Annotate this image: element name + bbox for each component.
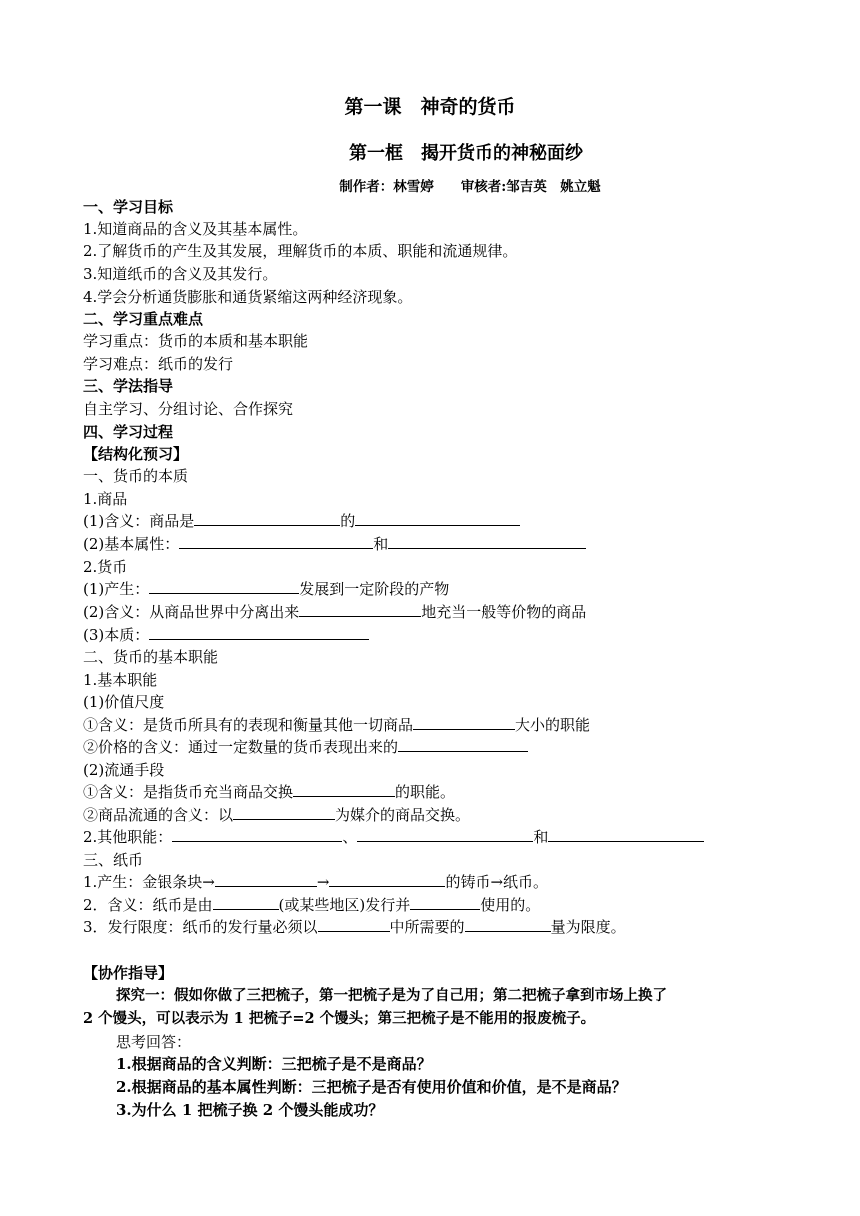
text-part: ①含义：是指货币充当商品交换 [83,783,294,801]
text-part: (1)产生： [83,580,150,598]
fill-blank [413,714,515,730]
text-part: → [316,873,330,891]
text-part: 2.其他职能： [83,828,173,846]
fill-blank [213,894,279,910]
text-part: 的铸币→纸币。 [445,873,549,891]
text-part: (1)含义：商品是 [83,512,195,530]
method-heading: 三、学法指导 [83,377,174,395]
section-title: 三、纸币 [83,851,144,869]
think-label: 思考回答： [116,1033,192,1051]
commodity-label: 1.商品 [83,490,128,508]
method-text: 自主学习、分组讨论、合作探究 [83,400,294,418]
fill-blank [355,510,520,526]
fill-blank [398,736,528,752]
text-part: (2)基本属性： [83,535,180,553]
blank-line [83,871,548,894]
text-part: 的职能。 [395,783,456,801]
text-part: 2．含义：纸币是由 [83,896,213,914]
text-part: 地充当一般等价物的商品 [421,603,587,621]
text-part: (或某些地区)发行并 [278,896,411,914]
fill-blank [329,871,445,887]
question-item: 1.根据商品的含义判断：三把梳子是不是商品？ [116,1055,432,1073]
fill-blank [388,533,586,549]
goals-heading: 一、学习目标 [83,198,174,216]
fill-blank [293,781,395,797]
goal-item: 1.知道商品的含义及其基本属性。 [83,220,308,238]
blank-line [83,533,586,556]
fill-blank [357,826,533,842]
text-part: 1.产生：金银条块→ [83,873,215,891]
text-part: 发展到一定阶段的产物 [299,580,450,598]
goal-item: 3.知道纸币的含义及其发行。 [83,265,278,283]
lesson-subtitle: 第一框 揭开货币的神秘面纱 [349,143,583,164]
lesson-title: 第一课 神奇的货币 [344,96,516,118]
text-part: 3．发行限度：纸币的发行量必须以 [83,918,318,936]
blank-line [83,781,455,804]
focus-line: 学习重点：货币的本质和基本职能 [83,332,309,350]
blank-line [83,601,586,624]
fill-blank [194,510,340,526]
fill-blank [299,601,421,617]
text-part: 大小的职能 [515,716,591,734]
text-part: 和 [533,828,549,846]
question-item: 3.为什么 1 把梳子换 2 个馒头能成功？ [116,1101,384,1119]
blank-line [83,714,590,737]
text-part: (3)本质： [83,626,150,644]
blank-line [83,826,704,849]
blank-line [83,624,369,647]
blank-line [83,578,449,601]
section-title: 一、货币的本质 [83,467,189,485]
section-title: 二、货币的基本职能 [83,648,219,666]
text-part: 中所需要的 [389,918,465,936]
blank-line [83,510,520,533]
blank-line [83,916,626,939]
fill-blank [179,533,373,549]
text-part: ①含义：是货币所具有的表现和衡量其他一切商品 [83,716,414,734]
text-part: 、 [342,828,358,846]
blank-line [83,804,470,827]
difficulty-line: 学习难点：纸币的发行 [83,355,234,373]
coop-heading: 【协作指导】 [83,964,174,982]
text-part: 量为限度。 [550,918,626,936]
fill-blank [548,826,704,842]
authors-line: 制作者：林雪婷 审核者:邹吉英 姚立魁 [339,179,601,195]
keypoints-heading: 二、学习重点难点 [83,310,204,328]
goal-item: 2.了解货币的产生及其发展，理解货币的本质、职能和流通规律。 [83,242,518,260]
explore-line-2: 2 个馒头，可以表示为 1 把梳子=2 个馒头；第三把梳子是不能用的报废梳子。 [83,1010,596,1027]
circulation-label: (2)流通手段 [83,761,165,779]
preview-heading: 【结构化预习】 [83,445,189,463]
text-part: 的 [340,512,356,530]
money-label: 2.货币 [83,558,128,576]
value-measure-label: (1)价值尺度 [83,693,165,711]
fill-blank [410,894,480,910]
explore-line [116,985,667,1008]
text-part: 为媒介的商品交换。 [335,806,471,824]
fill-blank [233,804,335,820]
text-part: (2)含义：从商品世界中分离出来 [83,603,300,621]
blank-line [83,736,528,759]
fill-blank [172,826,342,842]
fill-blank [149,624,369,640]
process-heading: 四、学习过程 [83,423,174,441]
text-part: 和 [373,535,389,553]
goal-item: 4.学会分析通货膨胀和通货紧缩这两种经济现象。 [83,288,413,306]
question-item: 2.根据商品的基本属性判断：三把梳子是否有使用价值和价值，是不是商品？ [116,1078,627,1096]
explore-text: 假如你做了三把梳子，第一把梳子是为了自己用；第二把梳子拿到市场上换了 [174,987,667,1004]
fill-blank [215,871,317,887]
fill-blank [465,916,551,932]
basic-label: 1.基本职能 [83,671,158,689]
text-part: 使用的。 [480,896,541,914]
explore-label: 探究一： [116,987,174,1004]
text-part: ②商品流通的含义：以 [83,806,234,824]
text-part: ②价格的含义：通过一定数量的货币表现出来的 [83,738,399,756]
fill-blank [318,916,390,932]
fill-blank [149,578,299,594]
blank-line [83,894,540,917]
